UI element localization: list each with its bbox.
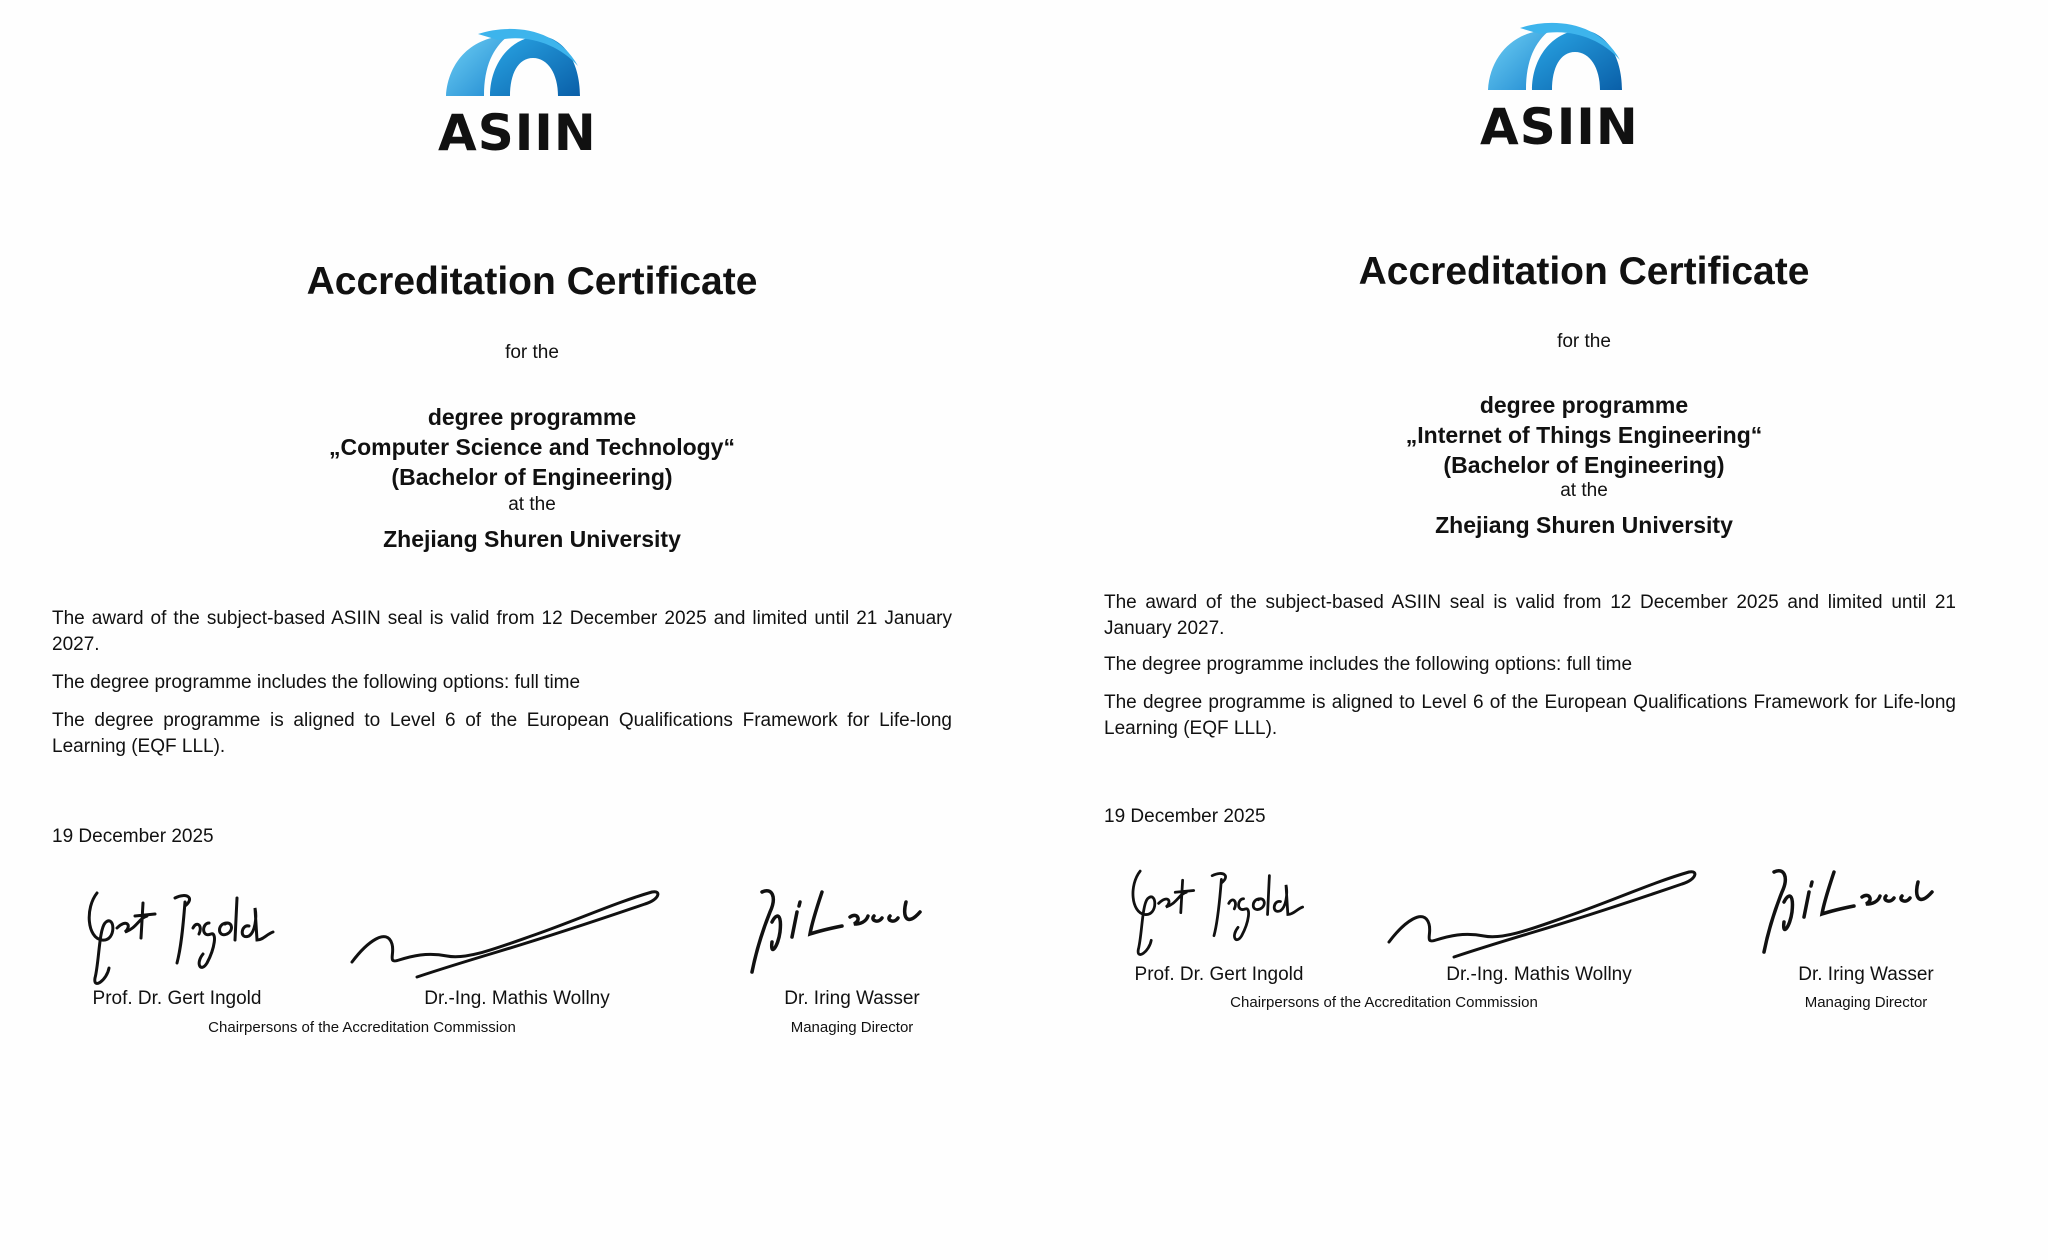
signatory-name-wollny: Dr.-Ing. Mathis Wollny bbox=[1446, 964, 1632, 985]
chairs-role: Chairpersons of the Accreditation Commission bbox=[1230, 994, 1538, 1011]
eqf-paragraph: The degree programme is aligned to Level 6 of the European Qualifications Framework for Life-long Learning (EQF LLL). bbox=[52, 710, 952, 757]
options-paragraph: The degree programme includes the following options: full time bbox=[1104, 654, 1633, 675]
signatory-name-wasser: Dr. Iring Wasser bbox=[1798, 964, 1934, 985]
asiin-logo bbox=[1480, 20, 1639, 156]
logo-wordmark: ASIIN bbox=[1480, 98, 1639, 156]
options-paragraph: The degree programme includes the following options: full time bbox=[52, 672, 581, 693]
issue-date: 19 December 2025 bbox=[52, 826, 214, 847]
signature-wasser bbox=[1754, 852, 1944, 962]
university-name: Zhejiang Shuren University bbox=[383, 526, 681, 552]
signature-ingold bbox=[1119, 848, 1309, 968]
at-the-text: at the bbox=[1560, 480, 1608, 501]
signature-ingold bbox=[77, 868, 277, 998]
programme-name: „Internet of Things Engineering“ bbox=[1405, 422, 1763, 448]
director-role: Managing Director bbox=[790, 1019, 914, 1036]
eqf-paragraph: The degree programme is aligned to Level 6 of the European Qualifications Framework for Life-long Learning (EQF LLL). bbox=[1104, 692, 1956, 739]
validity-paragraph: The award of the subject-based ASIIN seal is valid from 12 December 2025 and limited until 21 January 2027. bbox=[1104, 592, 1956, 639]
signatory-name-ingold: Prof. Dr. Gert Ingold bbox=[1134, 964, 1304, 985]
signature-wollny bbox=[1384, 852, 1704, 962]
for-the-text: for the bbox=[1557, 331, 1611, 352]
issue-date: 19 December 2025 bbox=[1104, 806, 1266, 827]
degree-title: (Bachelor of Engineering) bbox=[391, 464, 673, 490]
validity-paragraph: The award of the subject-based ASIIN seal is valid from 12 December 2025 and limited until 21 January 2027. bbox=[52, 608, 952, 655]
signatory-name-ingold: Prof. Dr. Gert Ingold bbox=[92, 988, 262, 1009]
logo-wordmark: ASIIN bbox=[438, 104, 597, 162]
certificate-title: Accreditation Certificate bbox=[306, 260, 758, 303]
certificate-left bbox=[52, 0, 1012, 1100]
university-name: Zhejiang Shuren University bbox=[1435, 512, 1733, 538]
asiin-logo bbox=[438, 26, 597, 162]
certificate-right bbox=[1104, 0, 2048, 1100]
signature-wasser bbox=[742, 872, 932, 982]
certificate-title: Accreditation Certificate bbox=[1358, 250, 1810, 293]
signature-wollny bbox=[347, 872, 667, 982]
programme-label: degree programme bbox=[427, 404, 637, 430]
signatory-name-wollny: Dr.-Ing. Mathis Wollny bbox=[424, 988, 610, 1009]
chairs-role: Chairpersons of the Accreditation Commission bbox=[208, 1019, 516, 1036]
director-role: Managing Director bbox=[1804, 994, 1928, 1011]
signatory-name-wasser: Dr. Iring Wasser bbox=[784, 988, 920, 1009]
at-the-text: at the bbox=[508, 494, 556, 515]
for-the-text: for the bbox=[505, 342, 559, 363]
programme-label: degree programme bbox=[1479, 392, 1689, 418]
degree-title: (Bachelor of Engineering) bbox=[1443, 452, 1725, 478]
programme-name: „Computer Science and Technology“ bbox=[329, 434, 735, 460]
